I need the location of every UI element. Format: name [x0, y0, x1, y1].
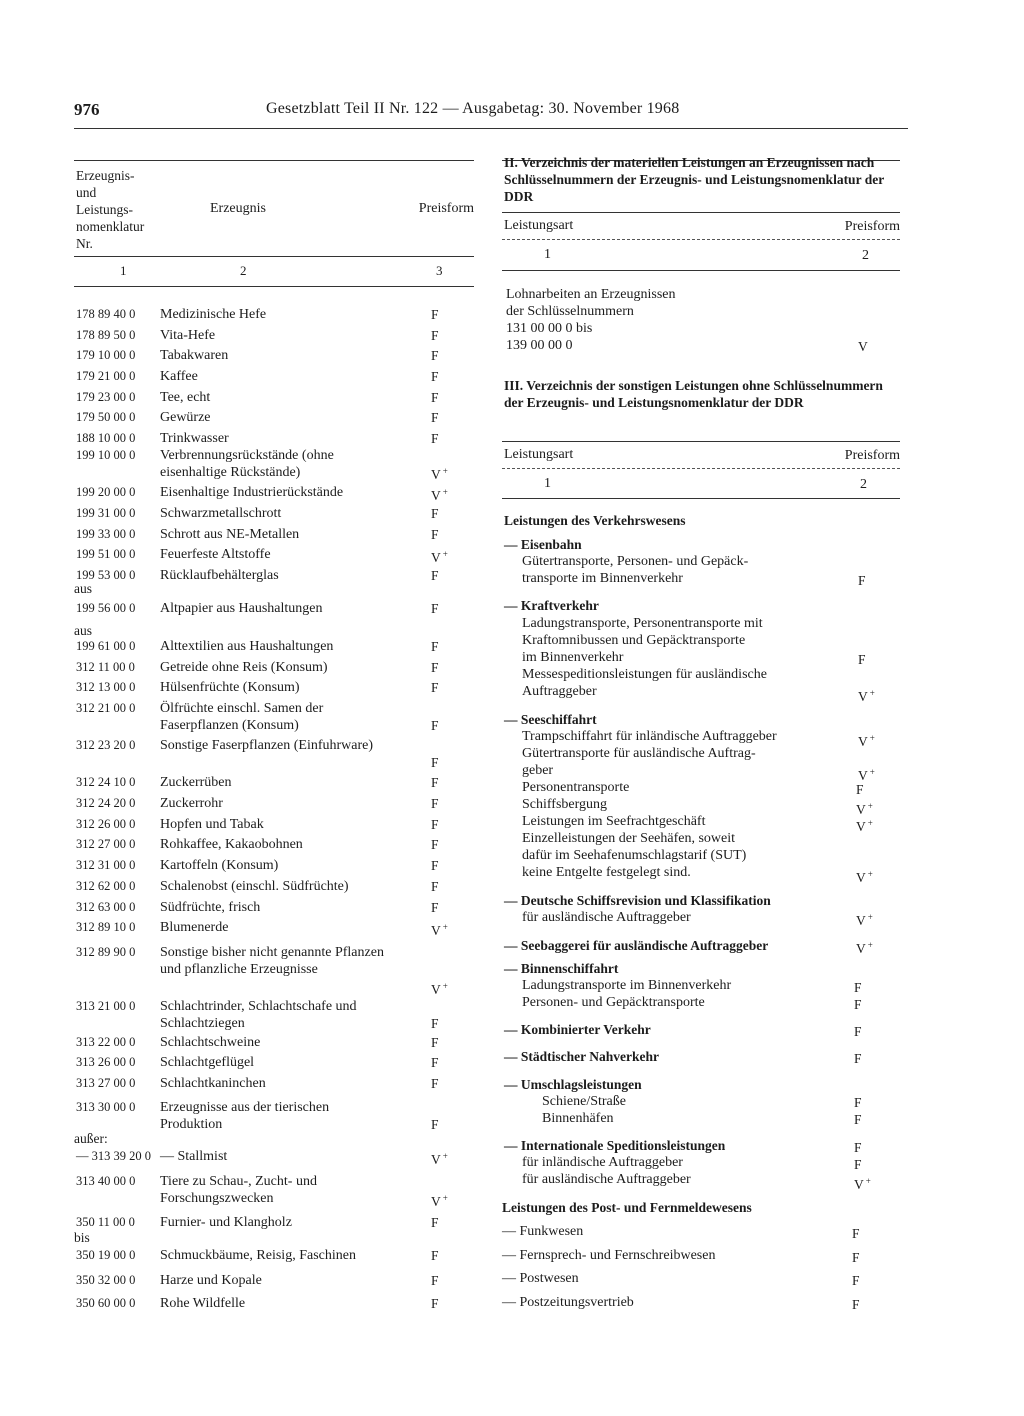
service-price-form: [854, 1173, 871, 1193]
service-line: Trampschiffahrt für inländische Auftraggeber: [522, 729, 777, 744]
section2-line: der Schlüsselnummern: [506, 304, 634, 319]
row-price-form-value: F: [431, 1248, 439, 1263]
row-product: Schwarzmetallschrott: [160, 506, 282, 521]
service-line: Ladungstransporte, Personentransporte mit: [522, 616, 763, 631]
row-price-form: [431, 1190, 448, 1210]
service-line: Schiffsbergung: [522, 797, 608, 812]
row-code: 312 26 00 0: [76, 817, 136, 831]
service-heading: — Kraftverkehr: [504, 598, 599, 613]
row-product: Schlachtrinder, Schlachtschafe und Schlachtziegen: [160, 999, 357, 1031]
row-code: 312 27 00 0: [76, 837, 136, 851]
row-price-form: [431, 526, 439, 543]
row-price-form: [431, 1116, 439, 1133]
page-header: [74, 100, 908, 130]
service-price-form: [856, 909, 873, 929]
service-price-form: [856, 866, 873, 886]
service-line: Auftraggeber: [522, 684, 597, 699]
row-price-form-value: F: [431, 307, 439, 322]
row-code: 313 26 00 0: [76, 1055, 136, 1069]
service-heading: — Internationale Speditionsleistungen: [504, 1138, 726, 1153]
header-title: Gesetzblatt Teil II Nr. 122 — Ausgabetag: 30. November 1968: [266, 100, 680, 117]
row-price-form: [431, 919, 448, 939]
service-price-form: [852, 1272, 860, 1289]
section2-title: II. Verzeichnis der materiellen Leistungen an Erzeugnissen nach Schlüsselnummern der Erzeugnis- und Leistungsnomenklatur der DDR: [504, 155, 884, 204]
row-product: Zuckerrüben: [160, 775, 232, 790]
row-price-form: [431, 347, 439, 364]
row-code: 312 23 20 0: [76, 738, 136, 752]
row-code: 313 21 00 0: [76, 999, 136, 1013]
row-product: Eisenhaltige Industrierückstände: [160, 485, 344, 500]
plus-mark: +: [442, 922, 448, 932]
service-price-form-value: V: [856, 941, 866, 956]
row-price-form-value: F: [431, 1215, 439, 1230]
row-price-form-value: F: [431, 348, 439, 363]
row-product: Schalenobst (einschl. Südfrüchte): [160, 879, 349, 894]
row-product: Altpapier aus Haushaltungen: [160, 601, 323, 616]
row-product: Schlachtgeflügel: [160, 1055, 255, 1070]
row-price-form: [431, 1295, 439, 1312]
column-number-2: 2: [240, 263, 247, 278]
row-price-form: [431, 659, 439, 676]
row-price-form: [431, 1247, 439, 1264]
service-price-form-value: F: [854, 1140, 862, 1155]
row-code: 313 27 00 0: [76, 1076, 136, 1090]
row-product: Zuckerrohr: [160, 796, 223, 811]
row-code: 178 89 40 0: [76, 307, 136, 321]
row-code: 312 11 00 0: [76, 660, 135, 674]
row-price-form-value: F: [431, 1273, 439, 1288]
row-code: 312 24 20 0: [76, 796, 136, 810]
service-line: keine Entgelte festgelegt sind.: [522, 865, 691, 880]
row-price-form: [431, 409, 439, 426]
service-heading: — Seeschiffahrt: [504, 712, 597, 727]
section3-rule-1: [502, 441, 900, 442]
row-product: Rohe Wildfelle: [160, 1296, 246, 1311]
service-price-form-value: F: [854, 1112, 862, 1127]
row-price-form-value: F: [431, 601, 439, 616]
row-product: Schlachtschweine: [160, 1035, 261, 1050]
row-code: 312 89 90 0: [76, 945, 136, 959]
row-code: 313 30 00 0: [76, 1100, 136, 1114]
row-price-form: [431, 836, 439, 853]
service-price-form: [854, 1111, 862, 1128]
row-code: 179 10 00 0: [76, 348, 136, 362]
services-column: [502, 150, 900, 1320]
service-price-form-value: V: [856, 913, 866, 928]
column-header-nr: [76, 167, 186, 252]
section3-rule-2: [502, 468, 900, 469]
row-price-form-value: F: [431, 1016, 439, 1031]
row-price-form: [431, 484, 448, 504]
row-price-form-value: F: [431, 328, 439, 343]
row-price-form: [431, 1148, 448, 1168]
service-price-form: [854, 996, 862, 1013]
row-price-form-value: F: [431, 527, 439, 542]
service-price-form-value: V: [854, 1177, 864, 1192]
row-price-form: [431, 1214, 439, 1231]
service-heading: — Binnenschiffahrt: [504, 961, 619, 976]
table-top-rule: [74, 160, 474, 161]
column-number-3: 3: [436, 263, 443, 278]
section3-num-1: 1: [544, 476, 551, 491]
row-product: Hülsenfrüchte (Konsum): [160, 680, 300, 695]
row-price-form-value: V: [431, 982, 441, 997]
service-heading: Leistungen des Verkehrswesens: [504, 513, 686, 528]
service-price-form-value: F: [852, 1297, 860, 1312]
row-price-form: [431, 389, 439, 406]
row-price-form: [431, 327, 439, 344]
section2-line: 139 00 00 0: [506, 338, 573, 353]
row-code: 188 10 00 0: [76, 431, 136, 445]
row-prefix: aus: [74, 623, 92, 638]
section2-num-2: 2: [862, 248, 869, 263]
row-price-form-value: F: [431, 369, 439, 384]
section3-rule-3: [502, 498, 900, 499]
row-product: — Stallmist: [160, 1149, 228, 1164]
service-line: geber: [522, 763, 554, 778]
row-price-form-value: F: [431, 837, 439, 852]
row-price-form: [431, 1054, 439, 1071]
service-line: für ausländische Auftraggeber: [522, 1172, 691, 1187]
row-price-form-value: F: [431, 1117, 439, 1132]
service-price-form-value: V: [858, 734, 868, 749]
row-price-form: [431, 430, 439, 447]
row-code: 179 50 00 0: [76, 410, 136, 424]
row-product: Rücklaufbehälterglas: [160, 568, 279, 583]
row-price-form: [431, 878, 439, 895]
row-price-form-value: F: [431, 431, 439, 446]
service-price-form: [852, 1225, 860, 1242]
row-price-form-value: F: [431, 660, 439, 675]
row-price-form-value: F: [431, 680, 439, 695]
service-price-form-value: F: [854, 997, 862, 1012]
row-code: 312 13 00 0: [76, 680, 136, 694]
row-price-form: [431, 857, 439, 874]
row-code: 199 20 00 0: [76, 485, 136, 499]
row-product: Alttextilien aus Haushaltungen: [160, 639, 334, 654]
row-product: Rohkaffee, Kakaobohnen: [160, 837, 303, 852]
row-price-form-value: V: [431, 550, 441, 565]
column-number-1: 1: [120, 263, 127, 278]
product-table: [74, 160, 474, 1320]
service-heading: — Eisenbahn: [504, 537, 582, 552]
service-price-form: [854, 1156, 862, 1173]
service-line: Kraftomnibussen und Gepäcktransporte: [522, 633, 746, 648]
row-product: Tabakwaren: [160, 348, 229, 363]
row-product: Furnier- und Klangholz: [160, 1215, 292, 1230]
service-price-form-value: V: [856, 819, 866, 834]
row-product: Erzeugnisse aus der tierischen Produktion: [160, 1100, 330, 1132]
service-price-form-value: F: [854, 1051, 862, 1066]
row-price-form: [431, 1272, 439, 1289]
row-price-form-value: F: [431, 900, 439, 915]
row-product: Hopfen und Tabak: [160, 817, 264, 832]
row-price-form: [431, 505, 439, 522]
row-price-form: [431, 1034, 439, 1051]
plus-mark: +: [442, 466, 448, 476]
service-price-form-value: F: [852, 1250, 860, 1265]
section2-rule-3: [502, 270, 900, 271]
row-price-form-value: F: [431, 390, 439, 405]
service-price-form-value: F: [852, 1226, 860, 1241]
row-price-form-value: V: [431, 467, 441, 482]
service-price-form-value: F: [858, 573, 866, 588]
row-price-form-value: F: [431, 755, 439, 770]
row-product: Sonstige Faserpflanzen (Einfuhrware): [160, 738, 374, 753]
header-rule-2: [74, 286, 474, 287]
row-prefix: aus: [74, 581, 92, 596]
service-price-form-value: F: [856, 782, 864, 797]
row-price-form-value: V: [431, 1152, 441, 1167]
plus-mark: +: [869, 688, 875, 698]
header-rule-1: [74, 256, 474, 257]
row-product: Trinkwasser: [160, 431, 229, 446]
row-price-form: [431, 368, 439, 385]
header-rule: [74, 128, 908, 129]
service-price-form: [856, 815, 873, 835]
service-price-form: [856, 781, 864, 798]
service-price-form: [858, 572, 866, 589]
row-code: 179 21 00 0: [76, 369, 136, 383]
plus-mark: +: [867, 940, 873, 950]
row-price-form-value: V: [431, 1194, 441, 1209]
service-heading: — Städtischer Nahverkehr: [504, 1049, 659, 1064]
row-code: 312 62 00 0: [76, 879, 136, 893]
service-price-form-value: F: [852, 1273, 860, 1288]
service-heading: — Deutsche Schiffsrevision und Klassifikation: [504, 893, 771, 908]
service-line: Gütertransporte, Personen- und Gepäck-: [522, 554, 749, 569]
row-price-form: [431, 795, 439, 812]
service-price-form-value: F: [858, 652, 866, 667]
row-price-form-value: F: [431, 410, 439, 425]
row-product: Harze und Kopale: [160, 1273, 262, 1288]
service-line: — Fernsprech- und Fernschreibwesen: [502, 1248, 716, 1263]
section2-col-form: Preisform: [844, 219, 900, 234]
row-code: 178 89 50 0: [76, 328, 136, 342]
service-price-form: [854, 1023, 862, 1040]
row-product: Sonstige bisher nicht genannte Pflanzen und pflanzliche Erzeugnisse: [160, 945, 384, 977]
section2-col-type: Leistungsart: [504, 218, 574, 233]
page-number: 976: [74, 100, 100, 119]
section3-col-form: Preisform: [844, 448, 900, 463]
row-price-form: [431, 1075, 439, 1092]
service-price-form: [852, 1249, 860, 1266]
row-product: Tee, echt: [160, 390, 211, 405]
row-price-form-value: V: [431, 488, 441, 503]
row-price-form: [431, 463, 448, 483]
service-heading: — Seebaggerei für ausländische Auftraggeber: [504, 938, 769, 953]
section2-rule-2: [502, 239, 900, 240]
row-price-form-value: F: [431, 796, 439, 811]
row-price-form: [431, 754, 439, 771]
plus-mark: +: [865, 1176, 871, 1186]
row-code: 199 10 00 0: [76, 448, 136, 462]
service-price-form-value: F: [854, 1095, 862, 1110]
plus-mark: +: [442, 549, 448, 559]
service-price-form: [858, 730, 875, 750]
row-price-form-value: F: [431, 506, 439, 521]
row-code: 179 23 00 0: [76, 390, 136, 404]
row-product: Feuerfeste Altstoffe: [160, 547, 271, 562]
row-price-form: [431, 774, 439, 791]
service-price-form: [854, 1050, 862, 1067]
row-prefix: außer:: [74, 1131, 108, 1146]
row-price-form: [431, 816, 439, 833]
row-product: Schlachtkaninchen: [160, 1076, 266, 1091]
row-price-form: [431, 899, 439, 916]
service-line: für ausländische Auftraggeber: [522, 910, 691, 925]
row-price-form-value: F: [431, 1055, 439, 1070]
row-price-form-value: F: [431, 1296, 439, 1311]
row-price-form-value: F: [431, 879, 439, 894]
row-product: Getreide ohne Reis (Konsum): [160, 660, 328, 675]
row-price-form: [431, 978, 448, 998]
plus-mark: +: [442, 1193, 448, 1203]
row-code: 312 63 00 0: [76, 900, 136, 914]
section2-num-1: 1: [544, 247, 551, 262]
plus-mark: +: [442, 981, 448, 991]
plus-mark: +: [869, 767, 875, 777]
service-price-form-value: V: [856, 802, 866, 817]
row-code: 350 60 00 0: [76, 1296, 136, 1310]
row-product: Medizinische Hefe: [160, 307, 267, 322]
row-product: Schmuckbäume, Reisig, Faschinen: [160, 1248, 356, 1263]
row-code: 312 89 10 0: [76, 920, 136, 934]
service-line: Personen- und Gepäcktransporte: [522, 995, 705, 1010]
service-price-form-value: V: [858, 689, 868, 704]
row-code: 312 31 00 0: [76, 858, 136, 872]
service-price-form: [858, 651, 866, 668]
row-product: Verbrennungsrückstände (ohne eisenhaltige Rückstände): [160, 448, 334, 480]
service-line: im Binnenverkehr: [522, 650, 624, 665]
row-product: Blumenerde: [160, 920, 229, 935]
plus-mark: +: [869, 733, 875, 743]
row-price-form-value: F: [431, 858, 439, 873]
service-line: Schiene/Straße: [542, 1094, 626, 1109]
section3-num-2: 2: [860, 477, 867, 492]
service-line: — Funkwesen: [502, 1224, 584, 1239]
row-price-form-value: F: [431, 718, 439, 733]
row-prefix: bis: [74, 1230, 90, 1245]
row-code: 350 11 00 0: [76, 1215, 135, 1229]
row-price-form: [431, 546, 448, 566]
row-price-form: [431, 717, 439, 734]
row-product: Vita-Hefe: [160, 328, 216, 343]
plus-mark: +: [442, 487, 448, 497]
row-code: 199 31 00 0: [76, 506, 136, 520]
service-price-form: [858, 685, 875, 705]
row-product: Tiere zu Schau-, Zucht- und Forschungszwecken: [160, 1174, 317, 1206]
row-code: 199 56 00 0: [76, 601, 136, 615]
service-heading: Leistungen des Post- und Fernmeldewesens: [502, 1200, 752, 1215]
row-product: Kaffee: [160, 369, 198, 384]
service-line: Personentransporte: [522, 780, 630, 795]
row-price-form-value: F: [431, 568, 439, 583]
column-header-form: Preisform: [418, 201, 474, 216]
column-header-nr-text: Erzeugnis- und Leistungs- nomenklatur Nr.: [76, 168, 145, 251]
row-code: 350 32 00 0: [76, 1273, 136, 1287]
service-price-form-value: F: [854, 980, 862, 995]
service-price-form: [854, 1094, 862, 1111]
row-price-form: [431, 567, 439, 584]
row-price-form: [431, 1015, 439, 1032]
row-code: — 313 39 20 0: [76, 1149, 151, 1163]
service-line: für inländische Auftraggeber: [522, 1155, 683, 1170]
row-code: 199 51 00 0: [76, 547, 136, 561]
row-code: 313 40 00 0: [76, 1174, 136, 1188]
row-price-form-value: V: [431, 923, 441, 938]
section3-col-type: Leistungsart: [504, 447, 574, 462]
row-price-form-value: F: [431, 639, 439, 654]
service-line: Gütertransporte für ausländische Auftrag-: [522, 746, 756, 761]
service-line: dafür im Seehafenumschlagstarif (SUT): [522, 848, 747, 863]
plus-mark: +: [867, 869, 873, 879]
row-price-form-value: F: [431, 1076, 439, 1091]
row-code: 350 19 00 0: [76, 1248, 136, 1262]
service-price-form-value: F: [854, 1157, 862, 1172]
plus-mark: +: [867, 801, 873, 811]
service-line: Leistungen im Seefrachtgeschäft: [522, 814, 706, 829]
section2-line: 131 00 00 0 bis: [506, 321, 593, 336]
row-price-form: [431, 638, 439, 655]
service-heading: — Umschlagsleistungen: [504, 1077, 642, 1092]
service-price-form: [852, 1296, 860, 1313]
service-price-form-value: V: [856, 870, 866, 885]
plus-mark: +: [442, 1151, 448, 1161]
service-price-form: [856, 937, 873, 957]
service-heading: — Kombinierter Verkehr: [504, 1022, 651, 1037]
section3-title: III. Verzeichnis der sonstigen Leistungen ohne Schlüsselnummern der Erzeugnis- und Leistungsnomenklatur der DDR: [504, 378, 883, 410]
service-line: Binnenhäfen: [542, 1111, 614, 1126]
row-product: Südfrüchte, frisch: [160, 900, 261, 915]
row-code: 312 21 00 0: [76, 701, 136, 715]
row-code: 199 33 00 0: [76, 527, 136, 541]
service-price-form-value: V: [858, 768, 868, 783]
row-product: Kartoffeln (Konsum): [160, 858, 279, 873]
row-product: Ölfrüchte einschl. Samen der Faserpflanzen (Konsum): [160, 701, 324, 733]
service-line: Ladungstransporte im Binnenverkehr: [522, 978, 732, 993]
row-price-form: [431, 306, 439, 323]
section2-line: Lohnarbeiten an Erzeugnissen: [506, 287, 676, 302]
service-price-form: [854, 1139, 862, 1156]
section2-form: V: [858, 339, 868, 354]
column-header-product: Erzeugnis: [210, 201, 266, 216]
plus-mark: +: [867, 818, 873, 828]
row-code: 312 24 10 0: [76, 775, 136, 789]
row-price-form: [431, 679, 439, 696]
service-line: — Postwesen: [502, 1271, 579, 1286]
row-product: Gewürze: [160, 410, 211, 425]
row-code: 199 61 00 0: [76, 639, 136, 653]
row-price-form-value: F: [431, 775, 439, 790]
service-price-form: [854, 979, 862, 996]
row-price-form-value: F: [431, 817, 439, 832]
service-line: transporte im Binnenverkehr: [522, 571, 683, 586]
row-code: 313 22 00 0: [76, 1035, 136, 1049]
row-code: 199 53 00 0: [76, 568, 136, 582]
service-line: — Postzeitungsvertrieb: [502, 1295, 634, 1310]
row-product: Schrott aus NE-Metallen: [160, 527, 300, 542]
plus-mark: +: [867, 912, 873, 922]
service-price-form-value: F: [854, 1024, 862, 1039]
row-price-form-value: F: [431, 1035, 439, 1050]
section2-rule-1: [502, 212, 900, 213]
service-line: Einzelleistungen der Seehäfen, soweit: [522, 831, 736, 846]
service-line: Messespeditionsleistungen für ausländische: [522, 667, 767, 682]
row-price-form: [431, 600, 439, 617]
